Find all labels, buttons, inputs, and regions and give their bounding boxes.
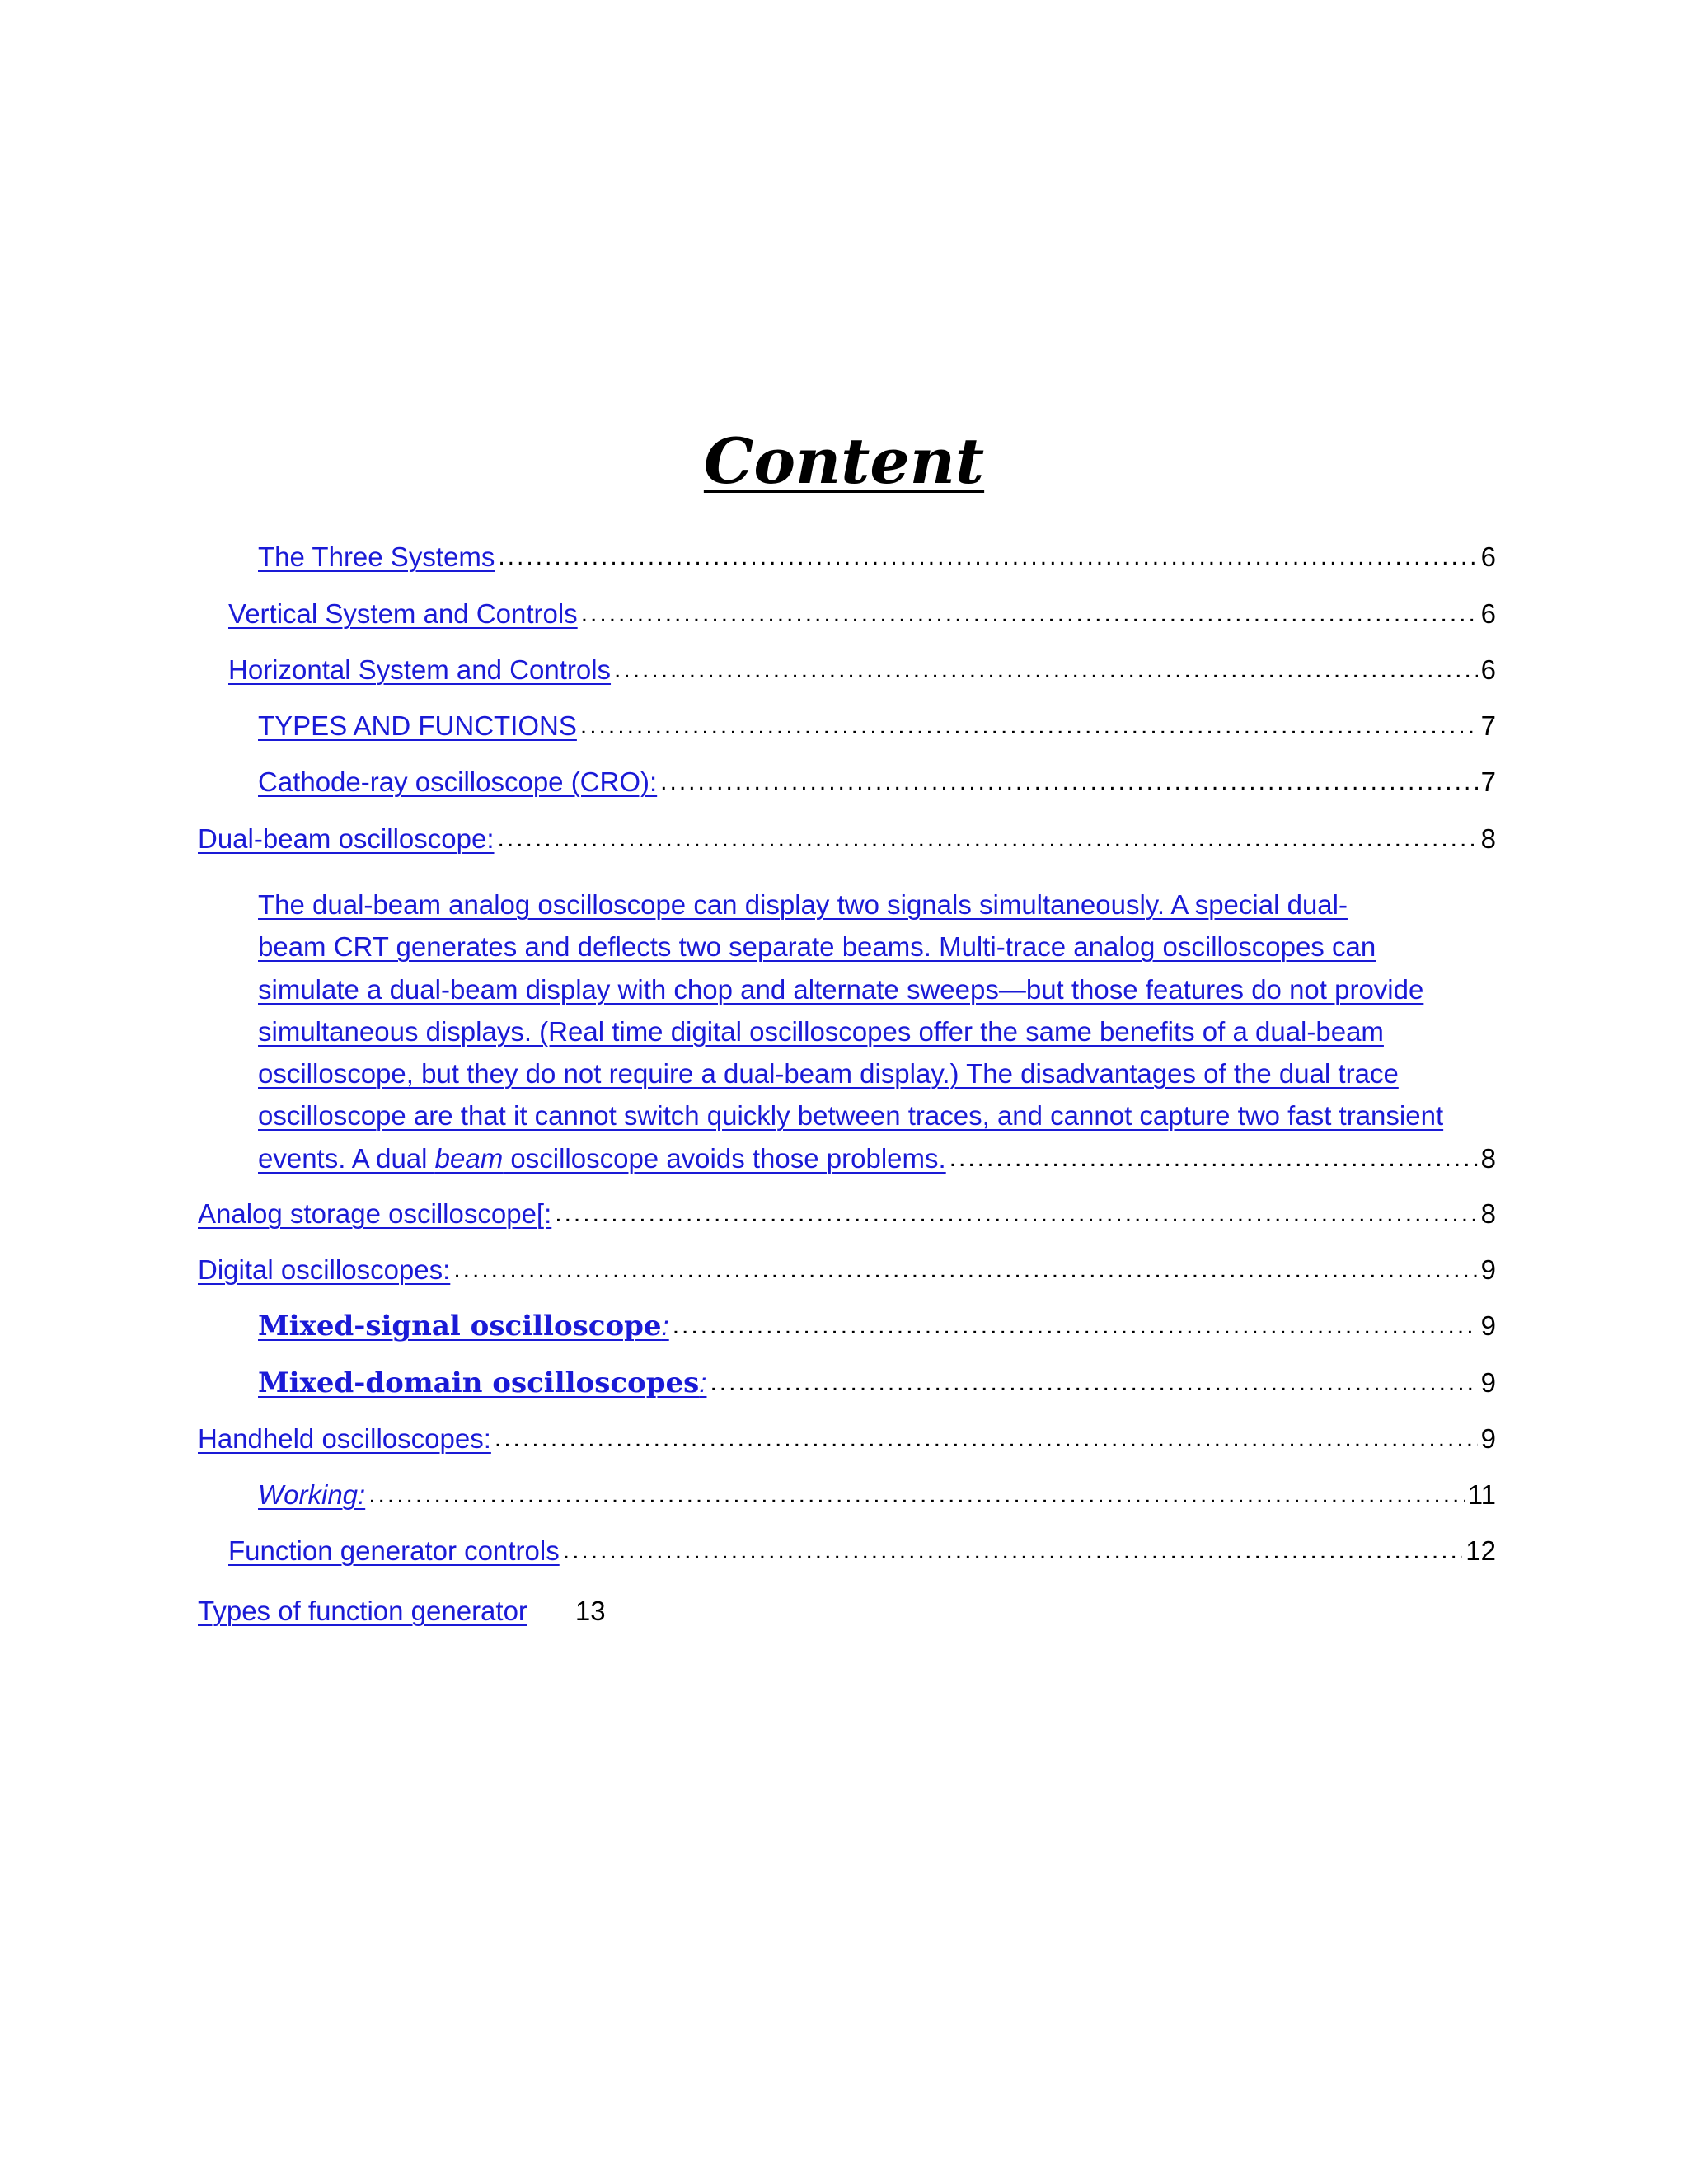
toc-link-vertical-system[interactable]: Vertical System and Controls <box>228 598 578 629</box>
page-number: 12 <box>1465 1535 1496 1566</box>
toc-entry-dual-beam <box>198 823 1496 855</box>
toc-entry-function-generator-controls <box>228 1535 1496 1568</box>
dot-leader <box>950 1137 1478 1179</box>
page-number: 7 <box>1480 710 1496 741</box>
page-number: 6 <box>1480 654 1496 685</box>
page-number: 6 <box>1480 541 1496 572</box>
page-number: 7 <box>1480 766 1496 797</box>
toc-link-horizontal-system[interactable]: Horizontal System and Controls <box>228 654 612 685</box>
toc-entry-horizontal-system <box>228 654 1496 687</box>
dot-leader <box>555 1197 1477 1230</box>
last-line-end: oscilloscope avoids those problems. <box>503 1142 946 1174</box>
toc-entry-dual-beam-description <box>258 883 1496 1179</box>
page-number: 11 <box>1467 1479 1496 1510</box>
toc-entry-handheld <box>198 1422 1496 1455</box>
toc-entry-mixed-domain <box>258 1366 1496 1399</box>
dot-leader <box>614 654 1478 687</box>
mixed-signal-label: Mixed-signal oscilloscope <box>258 1310 662 1343</box>
mixed-domain-suffix: : <box>699 1367 707 1398</box>
toc-link-cro[interactable]: Cathode-ray oscilloscope (CRO): <box>258 766 658 797</box>
toc-link-description-line-3[interactable]: simulate a dual-beam display with chop and alternate sweeps—but those features do not provide <box>258 973 1424 1005</box>
page-number: 13 <box>574 1596 606 1626</box>
toc-link-description-line-5[interactable]: oscilloscope, but they do not require a dual-beam display.) The disadvantages of the dual trace <box>258 1058 1399 1090</box>
dot-leader <box>581 598 1478 630</box>
dot-leader <box>563 1535 1463 1568</box>
toc-link-types-function-generator[interactable]: Types of function generator <box>198 1596 528 1626</box>
toc-entry-working <box>258 1479 1496 1511</box>
page-number: 8 <box>1480 1142 1496 1174</box>
toc-entry-mixed-signal <box>258 1310 1496 1343</box>
dot-leader <box>580 710 1478 743</box>
toc-link-dual-beam[interactable]: Dual-beam oscilloscope: <box>198 823 495 854</box>
title-text: Content <box>703 424 985 498</box>
toc-entry-digital <box>198 1254 1496 1286</box>
dot-leader <box>495 1422 1478 1455</box>
toc-link-description-line-7[interactable] <box>258 1137 946 1179</box>
page-number: 9 <box>1480 1254 1496 1285</box>
dot-leader <box>660 766 1477 799</box>
dot-leader <box>498 823 1478 855</box>
toc-link-three-systems[interactable]: The Three Systems <box>258 541 495 572</box>
dot-leader <box>673 1310 1478 1343</box>
mixed-domain-label: Mixed-domain oscilloscopes <box>258 1366 700 1399</box>
toc-link-analog-storage[interactable]: Analog storage oscilloscope[: <box>198 1198 552 1229</box>
toc-link-digital[interactable]: Digital oscilloscopes: <box>198 1254 451 1285</box>
toc-link-mixed-signal[interactable] <box>258 1310 669 1343</box>
dot-leader <box>498 541 1477 574</box>
toc-description-last-line <box>258 1137 1496 1179</box>
last-line-italic: beam <box>434 1142 504 1174</box>
page-number: 8 <box>1480 823 1496 854</box>
toc-link-description-line-1[interactable]: The dual-beam analog oscilloscope can display two signals simultaneously. A special dual- <box>258 889 1348 920</box>
toc-entry-cro <box>258 766 1496 799</box>
toc-entry-analog-storage <box>198 1197 1496 1230</box>
page-title <box>0 424 1688 498</box>
toc-link-description-line-4[interactable]: simultaneous displays. (Real time digital oscilloscopes offer the same benefits of a dual-beam <box>258 1015 1384 1047</box>
toc-link-mixed-domain[interactable] <box>258 1366 706 1399</box>
toc-link-working[interactable]: Working: <box>258 1479 366 1510</box>
dot-leader <box>710 1366 1477 1399</box>
toc-link-handheld[interactable]: Handheld oscilloscopes: <box>198 1423 491 1454</box>
page-number: 9 <box>1480 1367 1496 1398</box>
last-line-start: events. A dual <box>258 1142 435 1174</box>
mixed-signal-suffix: : <box>661 1310 669 1341</box>
toc-entry-vertical-system <box>228 598 1496 630</box>
page-number: 9 <box>1480 1310 1496 1341</box>
page-number: 9 <box>1480 1423 1496 1454</box>
toc-link-description-line-2[interactable]: beam CRT generates and deflects two separate beams. Multi-trace analog oscilloscopes can <box>258 931 1376 963</box>
toc-link-function-generator-controls[interactable]: Function generator controls <box>228 1535 560 1566</box>
toc-entry-types-function-generator <box>198 1595 606 1628</box>
page-number: 8 <box>1480 1198 1496 1229</box>
toc-entry-three-systems <box>258 541 1496 574</box>
toc-entry-types-functions <box>258 710 1496 743</box>
dot-leader <box>453 1254 1477 1286</box>
dot-leader <box>368 1479 1465 1511</box>
toc-link-description-line-6[interactable]: oscilloscope are that it cannot switch quickly between traces, and cannot capture two fast transient <box>258 1100 1444 1132</box>
page-number: 6 <box>1480 598 1496 629</box>
toc-link-types-functions[interactable]: TYPES AND FUNCTIONS <box>258 710 577 741</box>
